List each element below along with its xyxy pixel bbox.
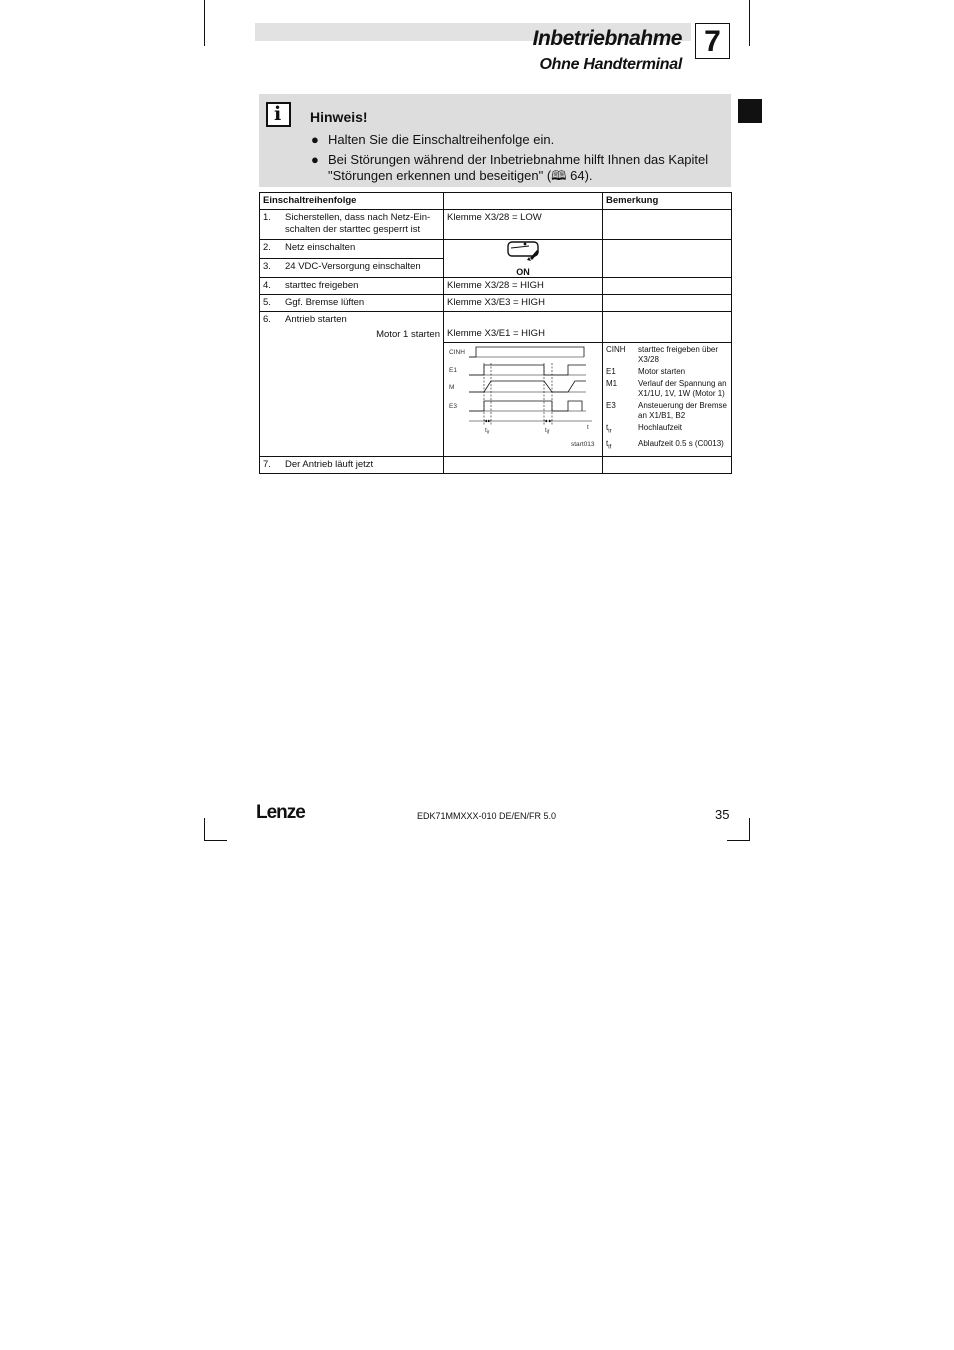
legend-item: E3 Ansteuerung der Bremse an X1/B1, B2 (606, 401, 727, 420)
step-cell (260, 457, 444, 474)
action-cell (444, 457, 603, 474)
action-text: Klemme X3/E1 = HIGH (447, 328, 545, 339)
table-row (260, 312, 732, 343)
note-item-text: Bei Störungen während der Inbetriebnahme hilft Ihnen das Kapitel "Störungen erkennen und beseitigen" (🕮 64). (328, 152, 709, 183)
step-text: 24 VDC-Versorgung einschalten (285, 261, 421, 272)
action-cell: Klemme X3/E3 = HIGH (444, 295, 603, 312)
tir-label: $t_{ir}$ (485, 427, 490, 436)
time-label: t (587, 424, 589, 431)
table-row (260, 240, 732, 259)
timing-diagram (444, 343, 602, 455)
note-item (311, 152, 723, 184)
step-cell (260, 312, 444, 457)
remark-cell (603, 457, 732, 474)
e3-signal (469, 401, 582, 411)
step-cell (260, 259, 444, 278)
timing-diagram-cell (444, 343, 603, 457)
note-box (259, 94, 731, 187)
legend-item: $t_{if}$ Ablaufzeit 0.5 s (C0013) (606, 438, 724, 451)
step-text: Ggf. Bremse lüften (285, 297, 365, 308)
step-number: 7. (263, 459, 271, 471)
legend-cell (603, 343, 732, 457)
step-number: 2. (263, 242, 271, 253)
step-text: Antrieb starten (285, 314, 347, 325)
action-cell: Klemme X3/28 = HIGH (444, 278, 603, 295)
document-id: EDK71MMXXX-010 DE/EN/FR 5.0 (417, 811, 557, 821)
action-cell: Klemme X3/28 = LOW (444, 210, 603, 240)
step-cell (260, 278, 444, 295)
signal-label: E3 (449, 403, 457, 410)
sequence-table (259, 192, 732, 474)
step-number: 4. (263, 280, 271, 291)
table-row (260, 278, 732, 295)
signal-label: M (449, 384, 455, 391)
e1-signal (469, 365, 586, 375)
step-text: Der Antrieb läuft jetzt (285, 459, 374, 471)
remark-cell (603, 312, 732, 343)
step-cell (260, 210, 444, 240)
step-number: 6. (263, 314, 271, 325)
note-title: Hinweis! (310, 109, 368, 125)
step-cell (260, 240, 444, 259)
chapter-tab-marker (738, 99, 762, 123)
power-switch-icon (503, 240, 543, 266)
crop-mark (749, 818, 750, 841)
chapter-title: Inbetriebnahme (532, 27, 682, 50)
signal-label: E1 (449, 367, 457, 374)
tif-label: $t_{if}$ (545, 427, 550, 436)
crop-mark (727, 840, 750, 841)
remark-cell (603, 295, 732, 312)
step-cell (260, 295, 444, 312)
remark-cell (603, 210, 732, 240)
legend-item: E1 Motor starten (606, 367, 686, 376)
chapter-subtitle: Ohne Handterminal (539, 56, 682, 73)
column-header: Bemerkung (603, 193, 732, 210)
cinh-signal (469, 347, 584, 357)
step-number: 5. (263, 297, 271, 308)
step-subtext: Motor 1 starten (376, 329, 440, 340)
column-header: Einschaltreihenfolge (260, 193, 444, 210)
chapter-number: 7 (695, 23, 730, 59)
figure-id: start013 (571, 441, 595, 448)
page-number: 35 (715, 807, 730, 822)
crop-mark (204, 840, 227, 841)
action-cell (444, 312, 603, 343)
crop-mark (204, 818, 205, 841)
bullet-icon: ● (311, 132, 319, 147)
bullet-icon: ● (311, 152, 319, 167)
step-text: Sicherstellen, dass nach Netz-Ein-schalten der starttec gesperrt ist (285, 212, 431, 235)
step-number: 1. (263, 212, 271, 223)
legend-item: CINH starttec freigeben über X3/28 (606, 345, 719, 364)
remark-cell (603, 278, 732, 295)
signal-legend (606, 345, 728, 452)
table-row (260, 457, 732, 474)
legend-item: M1 Verlauf der Spannung an X1/1U, 1V, 1W (Motor 1) (606, 379, 727, 398)
step-number: 3. (263, 261, 271, 272)
switch-cell (444, 240, 603, 278)
table-row (260, 210, 732, 240)
note-item (311, 132, 723, 148)
signal-label: CINH (449, 349, 465, 356)
crop-mark (749, 0, 750, 46)
info-icon: i (266, 102, 291, 127)
crop-mark (204, 0, 205, 46)
step-text: Netz einschalten (285, 242, 356, 253)
note-item-text: Halten Sie die Einschaltreihenfolge ein. (328, 132, 555, 147)
motor-signal (469, 381, 586, 392)
legend-item: $t_{ir}$ Hochlaufzeit (606, 423, 683, 435)
remark-cell (603, 240, 732, 278)
table-header-row (260, 193, 732, 210)
column-header (444, 193, 603, 210)
step-text: starttec freigeben (285, 280, 359, 291)
brand-logo: Lenze (256, 802, 305, 823)
table-row (260, 295, 732, 312)
switch-on-label: ON (516, 267, 530, 277)
